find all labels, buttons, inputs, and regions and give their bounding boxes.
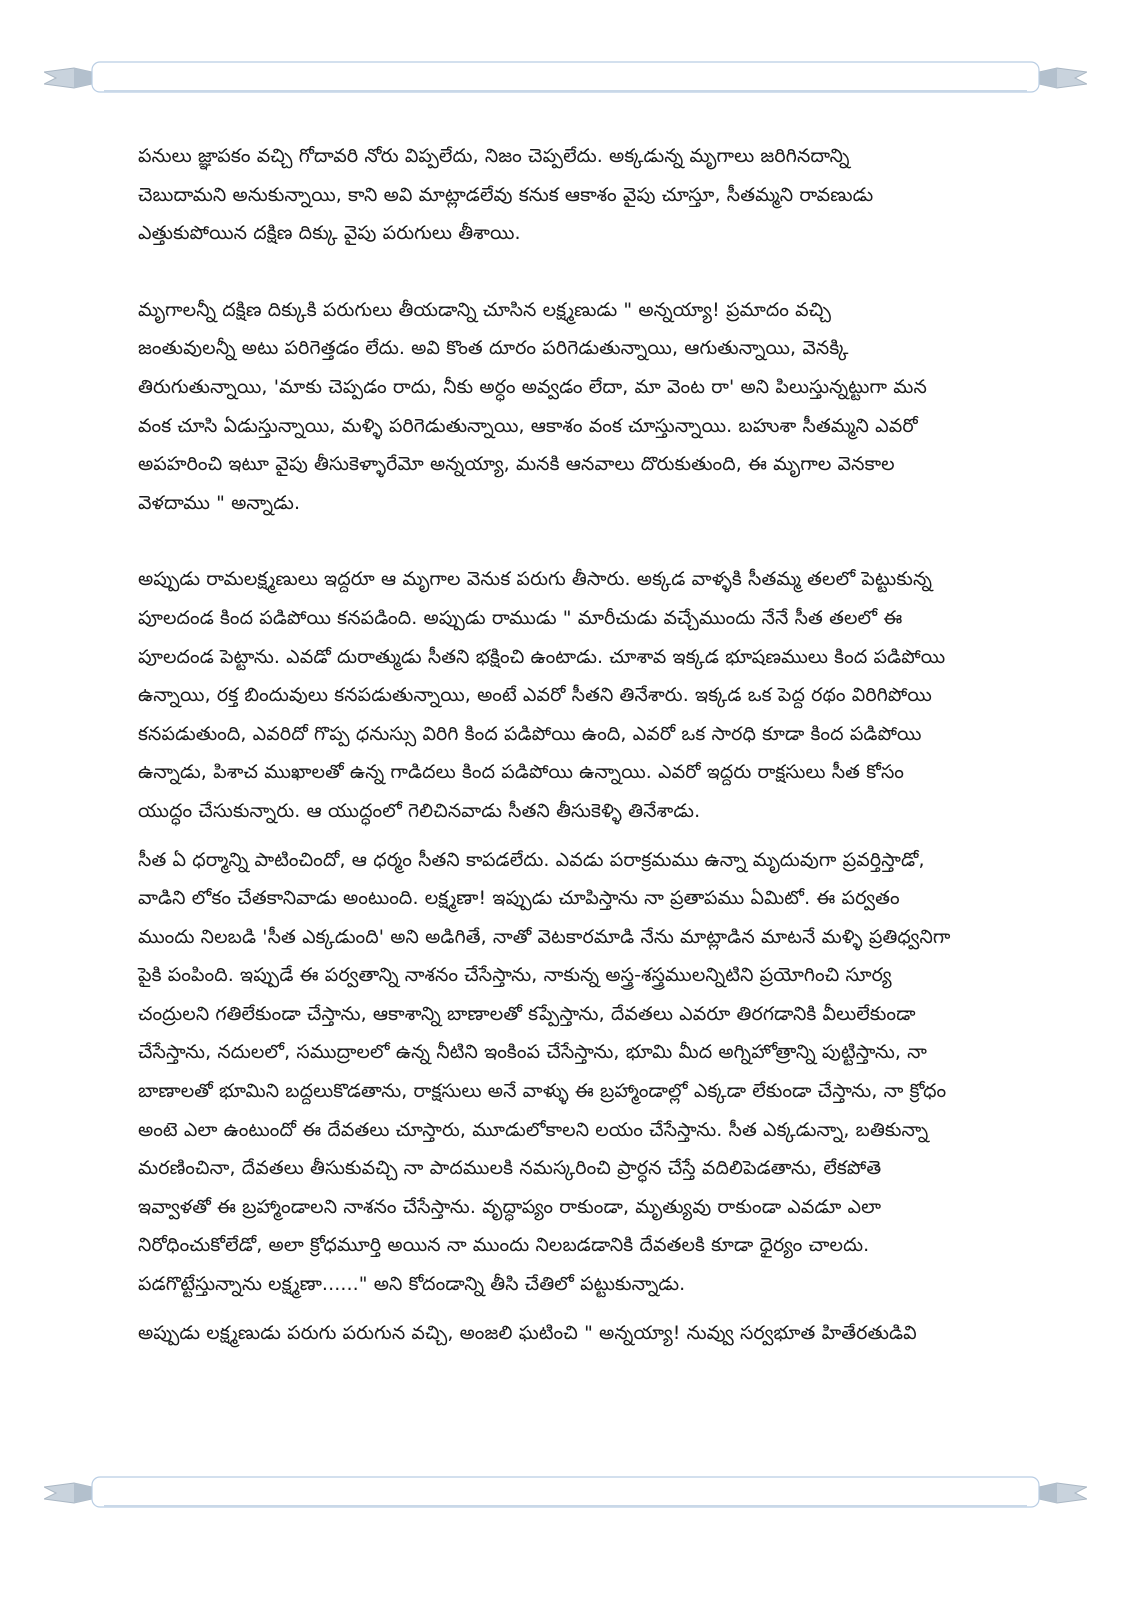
text-line: చెబుదామని అనుకున్నాయి, కాని అవి మాట్లాడలేవు కనుక ఆకాశం వైపు చూస్తూ, సీతమ్మని రావణుడు [138, 183, 874, 206]
text-line: అంటె ఎలా ఉంటుందో ఈ దేవతలు చూస్తారు, మూడులోకాలని లయం చేసేస్తాను. సీత ఎక్కడున్నా, బతికున్నా [138, 1118, 929, 1141]
text-line: పూలదండ పెట్టాను. ఎవడో దురాత్ముడు సీతని భక్షించి ఉంటాడు. చూశావ ఇక్కడ భూషణములు కింద పడిపోయి [138, 645, 946, 668]
text-line: వెళదాము " అన్నాడు. [138, 491, 301, 514]
paragraph-4 [138, 841, 998, 1304]
text-line: అపహరించి ఇటూ వైపు తీసుకెళ్ళారేమో అన్నయ్యా, మనకి ఆనవాలు దొరుకుతుంది, ఈ మృగాల వెనకాల [138, 453, 895, 476]
text-line: ఇవ్వాళతో ఈ బ్రహ్మాండాలని నాశనం చేసేస్తాను. వృద్ధాప్యం రాకుండా, మృత్యువు రాకుండా ఎవడూ ఎలా [138, 1195, 882, 1218]
text-line: పైకి పంపింది. ఇప్పుడే ఈ పర్వతాన్ని నాశనం చేసేస్తాను, నాకున్న అస్త్ర-శస్త్రములన్నిటిని ప్రయోగించి సూర్య [138, 964, 892, 987]
text-line: మరణించినా, దేవతలు తీసుకువచ్చి నా పాదములకి నమస్కరించి ప్రార్ధన చేస్తే వదిలిపెడతాను, లేకపోతె [138, 1157, 882, 1180]
paragraph-spacer [138, 253, 998, 291]
text-line: యుద్ధం చేసుకున్నారు. ఆ యుద్ధంలో గెలిచినవాడు సీతని తీసుకెళ్ళి తినేశాడు. [138, 799, 701, 822]
text-line: నిరోధించుకోలేడో, అలా క్రోధమూర్తి అయిన నా ముందు నిలబడడానికి దేవతలకి కూడా ధైర్యం చాలదు. [138, 1234, 870, 1257]
text-line: పనులు జ్ఞాపకం వచ్చి గోదావరి నోరు విప్పలేదు, నిజం చెప్పలేదు. అక్కడున్న మృగాలు జరిగినదాన్ని [138, 145, 850, 167]
ribbon-banner-icon [44, 58, 1087, 98]
text-line: కనపడుతుంది, ఎవరిదో గొప్ప ధనుస్సు విరిగి కింద పడిపోయి ఉంది, ఎవరో ఒక సారధి కూడా కింద పడిపోయి [138, 722, 922, 745]
text-line: పడగొట్టేస్తున్నాను లక్ష్మణా......" అని కోదండాన్ని తీసి చేతిలో పట్టుకున్నాడు. [138, 1273, 686, 1296]
paragraph-2 [138, 291, 998, 523]
text-line: చంద్రులని గతిలేకుండా చేస్తాను, ఆకాశాన్ని బాణాలతో కప్పేస్తాను, దేవతలు ఎవరూ తిరగడానికి వీలులేకుండా [138, 1002, 916, 1025]
text-line: వాడిని లోకం చేతకానివాడు అంటుంది. లక్ష్మణా! ఇప్పుడు చూపిస్తాను నా ప్రతాపము ఏమిటో. ఈ పర్వతం [138, 887, 900, 910]
text-line: అప్పుడు లక్ష్మణుడు పరుగు పరుగున వచ్చి, అంజలి ఘటించి " అన్నయ్యా! నువ్వు సర్వభూత హితేరతుడివి [138, 1321, 917, 1344]
text-line: పూలదండ కింద పడిపోయి కనపడింది. అప్పుడు రాముడు " మారీచుడు వచ్చేముందు నేనే సీత తలలో ఈ [138, 606, 903, 629]
paragraph-3 [138, 560, 998, 830]
text-line: జంతువులన్నీ అటు పరిగెత్తడం లేదు. అవి కొంత దూరం పరిగెడుతున్నాయి, ఆగుతున్నాయి, వెనక్కి [138, 337, 849, 360]
paragraph-5 [138, 1314, 998, 1353]
ribbon-banner-icon [44, 1475, 1087, 1515]
text-line: ఎత్తుకుపోయిన దక్షిణ దిక్కు వైపు పరుగులు తీశాయి. [138, 222, 521, 245]
top-banner-decoration [44, 58, 1087, 98]
paragraph-spacer [138, 522, 998, 560]
document-body [138, 137, 998, 1352]
paragraph-spacer [138, 831, 998, 841]
text-line: బాణాలతో భూమిని బద్దలుకొడతాను, రాక్షసులు అనే వాళ్ళు ఈ బ్రహ్మాండాల్లో ఎక్కడా లేకుండా చేస్తాను, నా క్రోధం [138, 1080, 947, 1103]
text-line: వంక చూసి ఏడుస్తున్నాయి, మళ్ళి పరిగెడుతున్నాయి, ఆకాశం వంక చూస్తున్నాయి. బహుశా సీతమ్మని ఎవరో [138, 414, 918, 437]
bottom-banner-decoration [44, 1475, 1087, 1515]
text-line: మృగాలన్నీ దక్షిణ దిక్కుకి పరుగులు తీయడాన్ని చూసిన లక్ష్మణుడు " అన్నయ్యా! ప్రమాదం వచ్చి [138, 298, 832, 321]
text-line: తిరుగుతున్నాయి, 'మాకు చెప్పడం రాదు, నీకు అర్ధం అవ్వడం లేదా, మా వెంట రా' అని పిలుస్తున్నట్టుగా మన [138, 375, 927, 398]
text-line: ఉన్నాడు, పిశాచ ముఖాలతో ఉన్న గాడిదలు కింద పడిపోయి ఉన్నాయి. ఎవరో ఇద్దరు రాక్షసులు సీత కోసం [138, 761, 905, 784]
paragraph-1 [138, 137, 998, 253]
text-line: సీత ఏ ధర్మాన్ని పాటించిందో, ఆ ధర్మం సీతని కాపడలేదు. ఎవడు పరాక్రమము ఉన్నా మృదువుగా ప్రవర్తిస్తాడో, [138, 848, 925, 871]
text-line: చేసేస్తాను, నదులలో, సముద్రాలలో ఉన్న నీటిని ఇంకింప చేసేస్తాను, భూమి మీద అగ్నిహోత్రాన్ని పుట్టిస్తాను, నా [138, 1041, 927, 1064]
text-line: అప్పుడు రామలక్ష్మణులు ఇద్దరూ ఆ మృగాల వెనుక పరుగు తీసారు. అక్కడ వాళ్ళకి సీతమ్మ తలలో పెట్టుకున్న [138, 568, 933, 591]
text-line: ఉన్నాయి, రక్త బిందువులు కనపడుతున్నాయి, అంటే ఎవరో సీతని తినేశారు. ఇక్కడ ఒక పెద్ద రథం విరిగిపోయి [138, 684, 932, 707]
paragraph-spacer [138, 1304, 998, 1314]
text-line: ముందు నిలబడి 'సీత ఎక్కడుంది' అని అడిగితే, నాతో వెటకారమాడి నేను మాట్లాడిన మాటనే మళ్ళి ప్రతిధ్వనిగా [138, 925, 951, 948]
